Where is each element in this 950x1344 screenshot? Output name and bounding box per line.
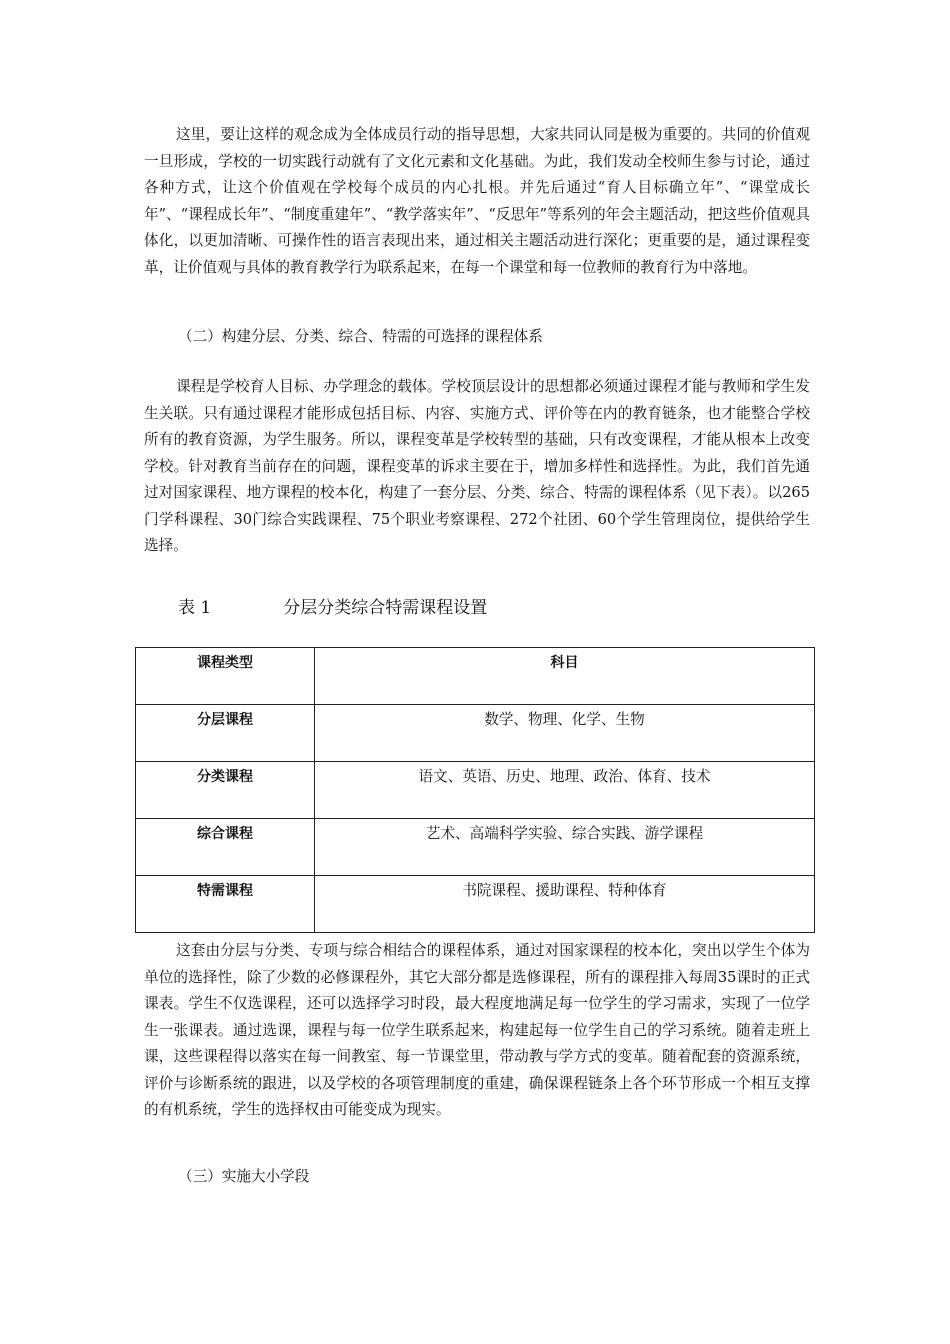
paragraph-values: 这里，要让这样的观念成为全体成员行动的指导思想，大家共同认同是极为重要的。共同的价值观一旦形成，学校的一切实践行动就有了文化元素和文化基础。为此，我们发动全校师生参与讨论，通过各种方式，让这个价值观在学校每个成员的内心扎根。并先后通过“育人目标确立年”、“课堂成长年”、“课程成长年”、“制度重建年”、“教学落实年”、“反思年”等系列的年会主题活动，把这些价值观具体化，以更加清晰、可操作性的语言表现出来，通过相关主题活动进行深化；更重要的是，通过课程变革，让价值观与具体的教育教学行为联系起来，在每一个课堂和每一位教师的教育行为中落地。	[144, 126, 810, 276]
paragraph-course-selection: 这套由分层与分类、专项与综合相结合的课程体系，通过对国家课程的校本化，突出以学生个体为单位的选择性，除了少数的必修课程外，其它大部分都是选修课程，所有的课程排入每周35课时的正式课表。学生不仅选课程，还可以选择学习时段，最大程度地满足每一位学生的学习需求，实现了一位学生一张课表。通过选课，课程与每一位学生联系起来，构建起每一位学生自己的学习系统。随着走班上课，这些课程得以落实在每一间教室、每一节课堂里，带动教与学方式的变革。随着配套的资源系统，评价与诊断系统的跟进，以及学校的各项管理制度的重建，确保课程链条上各个环节形成一个相互支撑的有机系统，学生的选择权由可能变成为现实。	[144, 942, 810, 1118]
course-table	[135, 647, 815, 933]
table-row	[136, 762, 815, 819]
table-caption-title: 分层分类综合特需课程设置	[283, 598, 488, 618]
section-heading-semesters: （三）实施大小学段	[178, 1168, 310, 1185]
table-row	[136, 819, 815, 876]
section-heading-course-system: （二）构建分层、分类、综合、特需的可选择的课程体系	[178, 328, 543, 345]
header-subjects: 科目	[315, 648, 815, 705]
table-caption-label: 表 1	[178, 598, 212, 618]
table-header-row	[136, 648, 815, 705]
course-type-cell: 综合课程	[136, 819, 315, 876]
course-type-cell: 分类课程	[136, 762, 315, 819]
course-type-cell: 分层课程	[136, 705, 315, 762]
header-course-type: 课程类型	[136, 648, 315, 705]
course-type-cell: 特需课程	[136, 876, 315, 933]
table-caption	[178, 596, 487, 620]
paragraph-course-reform: 课程是学校育人目标、办学理念的载体。学校顶层设计的思想都必须通过课程才能与教师和学生发生关联。只有通过课程才能形成包括目标、内容、实施方式、评价等在内的教育链条，也才能整合学校所有的教育资源，为学生服务。所以，课程变革是学校转型的基础，只有改变课程，才能从根本上改变学校。针对教育当前存在的问题，课程变革的诉求主要在于，增加多样性和选择性。为此，我们首先通过对国家课程、地方课程的校本化，构建了一套分层、分类、综合、特需的课程体系（见下表）。以265门学科课程、30门综合实践课程、75个职业考察课程、272个社团、60个学生管理岗位，提供给学生选择。	[144, 378, 810, 554]
table-row	[136, 876, 815, 933]
subjects-cell: 艺术、高端科学实验、综合实践、游学课程	[315, 819, 815, 876]
subjects-cell: 数学、物理、化学、生物	[315, 705, 815, 762]
subjects-cell: 书院课程、援助课程、特种体育	[315, 876, 815, 933]
subjects-cell: 语文、英语、历史、地理、政治、体育、技术	[315, 762, 815, 819]
table-row	[136, 705, 815, 762]
